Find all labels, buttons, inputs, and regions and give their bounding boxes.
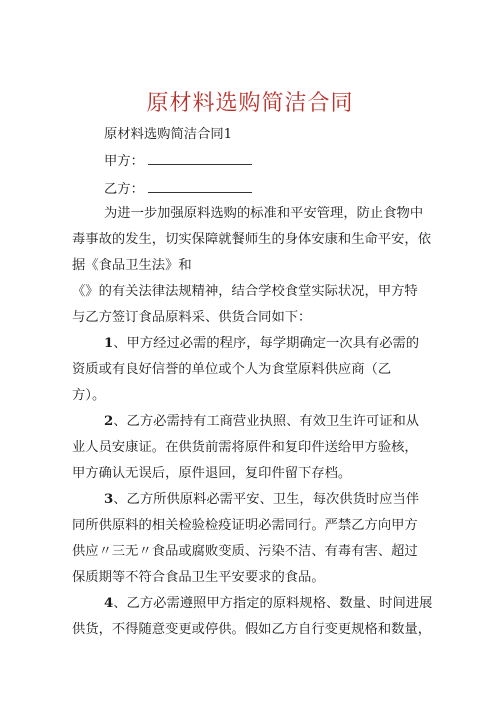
clause-4-number: 4	[104, 596, 114, 611]
clause-3-line-3: 供应〃三无〃食品或腐败变质、污染不洁、有毒有害、超过	[72, 544, 418, 559]
clause-3-line-2: 同所供原料的相关检验检疫证明必需同行。严禁乙方向甲方	[72, 518, 418, 533]
clause-1-line-1	[104, 334, 419, 354]
clause-1-line-3: 方）。	[72, 388, 106, 403]
clause-1-text-1: 、甲方经过必需的程序，每学期确定一次具有必需的	[113, 336, 420, 351]
contract-subtitle: 原材料选购简洁合同1	[104, 127, 233, 142]
party-b-line	[104, 178, 252, 200]
clause-4-line-2: 供货，不得随意变更或停供。假如乙方自行变更规格和数量，	[72, 622, 432, 637]
clause-1-number: 1	[104, 336, 114, 351]
clause-2-number: 2	[104, 414, 114, 429]
clause-4-text-1: 、乙方必需遵照甲方指定的原料规格、数量、时间进展	[113, 596, 433, 611]
party-b-blank	[148, 178, 252, 193]
clause-3-line-4: 保质期等不符合食品卫生平安要求的食品。	[72, 570, 325, 585]
intro-line-5: 与乙方签订食品原料采、供货合同如下：	[72, 310, 312, 325]
intro-line-2: 毒事故的发生，切实保障就餐师生的身体安康和生命平安，依	[72, 232, 432, 247]
clause-4-line-1	[104, 594, 432, 614]
intro-line-1: 为进一步加强原料选购的标准和平安管理，防止食物中	[104, 206, 424, 221]
clause-3-text-1: 、乙方所供原料必需平安、卫生，每次供货时应当伴	[113, 492, 420, 507]
clause-2-text-1: 、乙方必需持有工商营业执照、有效卫生许可证和从	[113, 414, 420, 429]
clause-1-line-2: 资质或有良好信誉的单位或个人为食堂原料供应商（乙	[72, 362, 392, 377]
intro-line-3: 据《食品卫生法》和	[72, 258, 192, 273]
clause-2-line-2: 业人员安康证。在供货前需将原件和复印件送给甲方验核，	[72, 440, 418, 455]
intro-line-4: 《》的有关法律法规精神，结合学校食堂实际状况，甲方特	[72, 284, 418, 299]
clause-3-number: 3	[104, 492, 114, 507]
document-title: 原材料选购简洁合同	[146, 91, 354, 116]
clause-3-line-1	[104, 490, 419, 510]
clause-2-line-1	[104, 412, 419, 432]
party-a-label: 甲方：	[104, 154, 144, 169]
clause-2-line-3: 甲方确认无误后，原件退回，复印件留下存档。	[72, 466, 352, 481]
party-b-label: 乙方：	[104, 182, 144, 197]
party-a-line	[104, 150, 252, 172]
party-a-blank	[148, 150, 252, 165]
